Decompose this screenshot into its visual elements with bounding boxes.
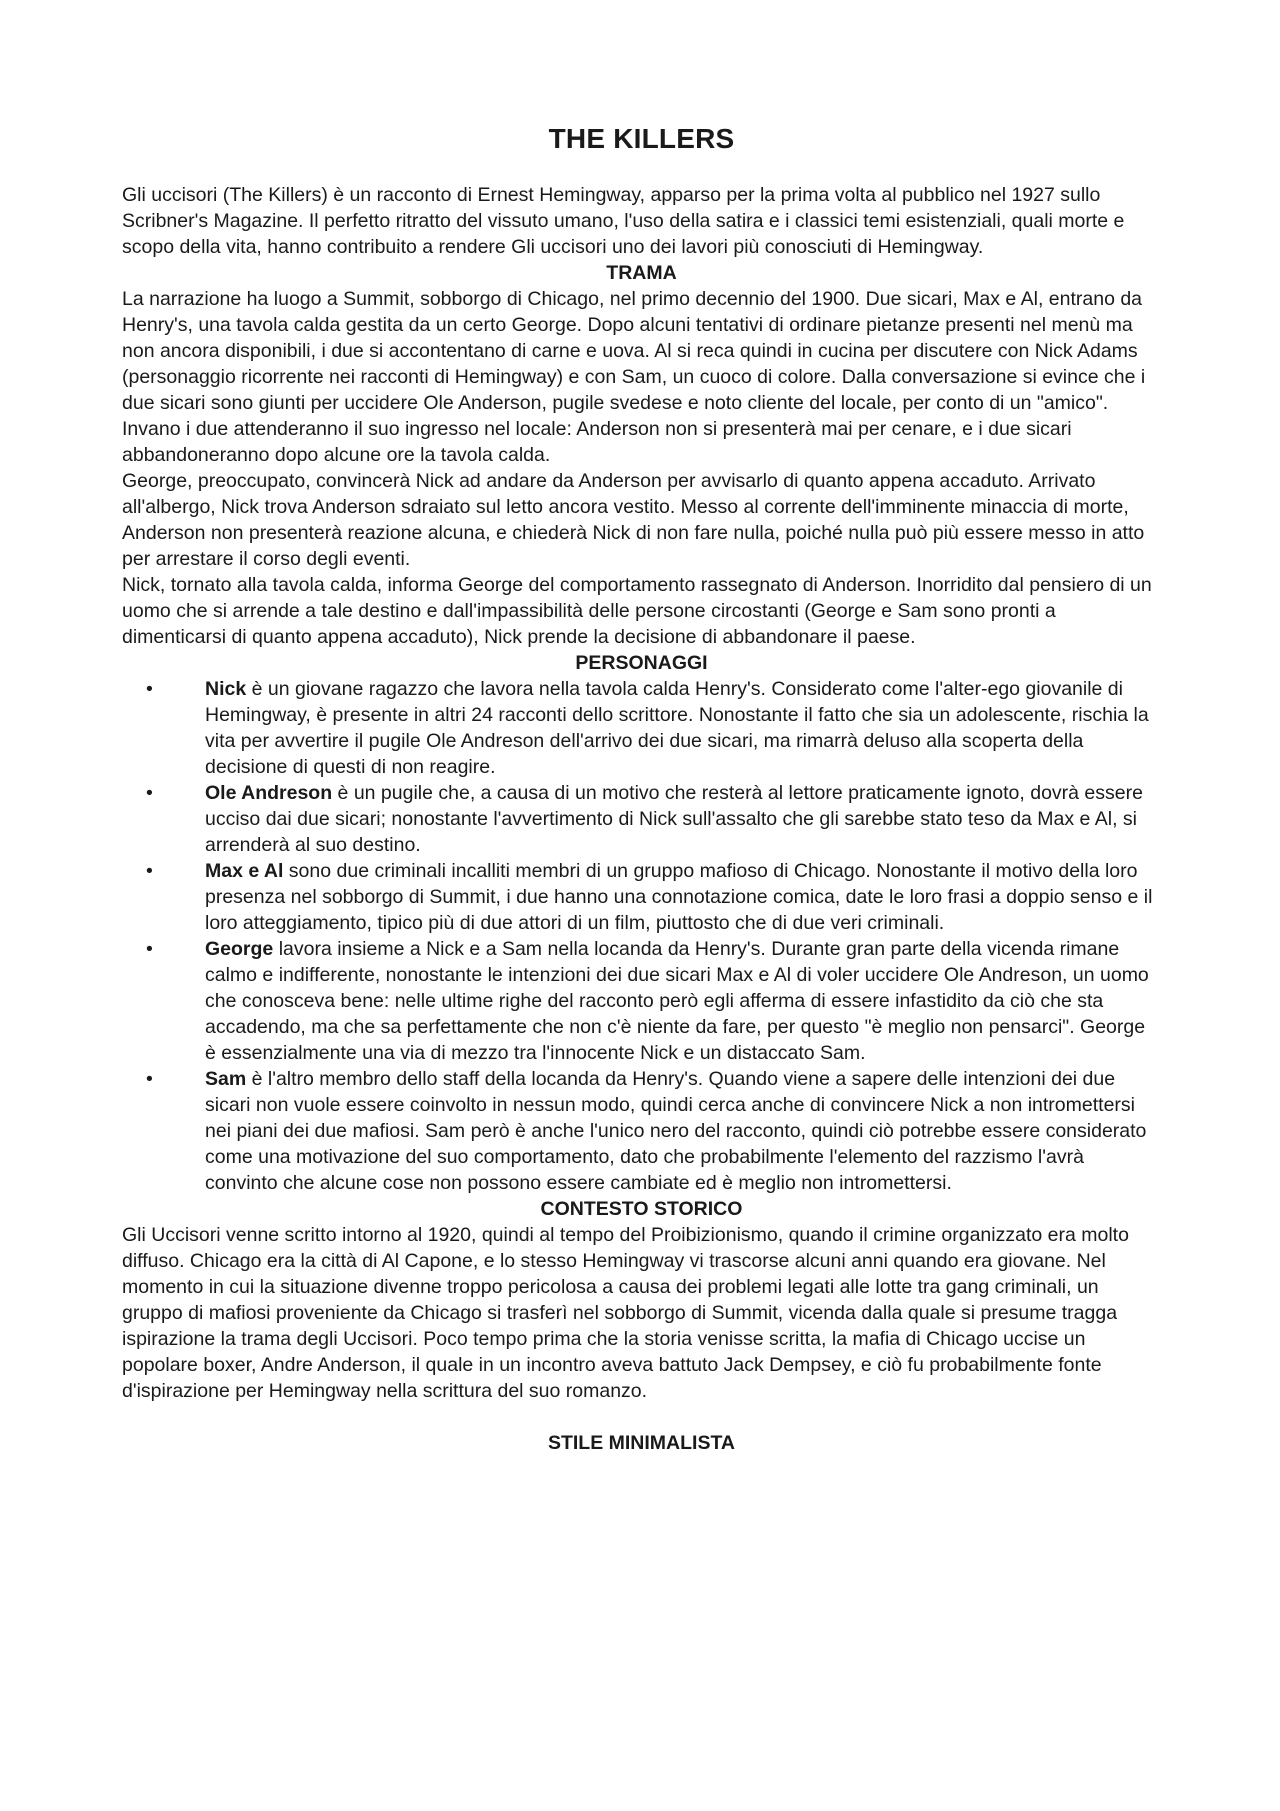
- section-heading-personaggi: PERSONAGGI: [575, 652, 708, 674]
- character-description: è un giovane ragazzo che lavora nella tavola calda Henry's. Considerato come l'alter-ego giovanile di Hemingway, è presente in altri 24 racconti dello scrittore. Nonostante il fatto che sia un adolescente, rischia la vita per avvertire il pugile Ole Andreson dell'arrivo dei due sicari, ma rimarrà deluso alla scoperta della decisione di questi di non reagire.: [205, 678, 1149, 778]
- character-item-sam: [122, 1066, 1161, 1196]
- intro-paragraph: Gli uccisori (The Killers) è un racconto di Ernest Hemingway, apparso per la prima volta al pubblico nel 1927 sullo Scribner's Magazine. Il perfetto ritratto del vissuto umano, l'uso della satira e i classici temi esistenziali, quali morte e scopo della vita, hanno contribuito a rendere Gli uccisori uno dei lavori più conosciuti di Hemingway.: [122, 184, 1125, 258]
- character-list: [122, 676, 1161, 1196]
- trama-paragraph: La narrazione ha luogo a Summit, sobborgo di Chicago, nel primo decennio del 1900. Due sicari, Max e Al, entrano da Henry's, una tavola calda gestita da un certo George. Dopo alcuni tentativi di ordinare pietanze presenti nel menù ma non ancora disponibili, i due si accontentano di carne e uova. Al si reca quindi in cucina per discutere con Nick Adams (personaggio ricorrente nei racconti di Hemingway) e con Sam, un cuoco di colore. Dalla conversazione si evince che i due sicari sono giunti per uccidere Ole Anderson, pugile svedese e noto cliente del locale, per conto di un "amico". Invano i due attenderanno il suo ingresso nel locale: Anderson non si presenterà mai per cenare, e i due sicari abbandoneranno dopo alcune ore la tavola calda.: [122, 288, 1146, 466]
- character-name: George: [205, 938, 274, 960]
- section-heading-stile-minimalista: STILE MINIMALISTA: [547, 1432, 736, 1454]
- character-description: è un pugile che, a causa di un motivo che resterà al lettore praticamente ignoto, dovrà essere ucciso dai due sicari; nonostante l'avvertimento di Nick sull'assalto che gli sarebbe stato teso da Max e Al, si arrenderà al suo destino.: [205, 782, 1143, 856]
- bullet-icon: •: [146, 860, 153, 882]
- bullet-icon: •: [146, 938, 153, 960]
- character-name: Max e Al: [205, 860, 284, 882]
- section-heading-contesto-storico: CONTESTO STORICO: [540, 1198, 743, 1220]
- character-item-ole-andreson: [122, 780, 1161, 858]
- character-name: Nick: [205, 678, 247, 700]
- character-name: Ole Andreson: [205, 782, 333, 804]
- character-name: Sam: [205, 1068, 247, 1090]
- character-description: è l'altro membro dello staff della locanda da Henry's. Quando viene a sapere delle intenzioni dei due sicari non vuole essere coinvolto in nessun modo, quindi cerca anche di convincere Nick a non intromettersi nei piani dei due mafiosi. Sam però è anche l'unico nero del racconto, quindi ciò potrebbe essere considerato come una motivazione del suo comportamento, dato che probabilmente l'elemento del razzismo l'avrà convinto che alcune cose non possono essere cambiate ed è meglio non intromettersi.: [205, 1068, 1147, 1194]
- character-item-nick: [122, 676, 1161, 780]
- character-item-max-e-al: [122, 858, 1161, 936]
- character-description: lavora insieme a Nick e a Sam nella locanda da Henry's. Durante gran parte della vicenda rimane calmo e indifferente, nonostante le intenzioni dei due sicari Max e Al di voler uccidere Ole Andreson, un uomo che conosceva bene: nelle ultime righe del racconto però egli afferma di essere infastidito da ciò che sta accadendo, ma che sa perfettamente che non c'è niente da fare, per questo "è meglio non pensarci". George è essenzialmente una via di mezzo tra l'innocente Nick e un distaccato Sam.: [205, 938, 1149, 1064]
- bullet-icon: •: [146, 782, 153, 804]
- document-title: THE KILLERS: [548, 123, 735, 154]
- contesto-paragraph: Gli Uccisori venne scritto intorno al 1920, quindi al tempo del Proibizionismo, quando il crimine organizzato era molto diffuso. Chicago era la città di Al Capone, e lo stesso Hemingway vi trascorse alcuni anni quando era giovane. Nel momento in cui la situazione divenne troppo pericolosa a causa dei problemi legati alle lotte tra gang criminali, un gruppo di mafiosi proveniente da Chicago si trasferì nel sobborgo di Summit, vicenda dalla quale si presume tragga ispirazione la trama degli Uccisori. Poco tempo prima che la storia venisse scritta, la mafia di Chicago uccise un popolare boxer, Andre Anderson, il quale in un incontro aveva battuto Jack Dempsey, e ciò fu probabilmente fonte d'ispirazione per Hemingway nella scrittura del suo romanzo.: [122, 1224, 1129, 1402]
- bullet-icon: •: [146, 678, 153, 700]
- character-description: sono due criminali incalliti membri di un gruppo mafioso di Chicago. Nonostante il motivo della loro presenza nel sobborgo di Summit, i due hanno una connotazione comica, date le loro frasi a doppio senso e il loro atteggiamento, tipico più di due attori di un film, piuttosto che di due veri criminali.: [205, 860, 1153, 934]
- section-heading-trama: TRAMA: [606, 262, 677, 284]
- trama-paragraph: George, preoccupato, convincerà Nick ad andare da Anderson per avvisarlo di quanto appena accaduto. Arrivato all'albergo, Nick trova Anderson sdraiato sul letto ancora vestito. Messo al corrente dell'imminente minaccia di morte, Anderson non presenterà reazione alcuna, e chiederà Nick di non fare nulla, poiché nulla può più essere messo in atto per arrestare il corso degli eventi.: [122, 470, 1145, 570]
- trama-paragraph: Nick, tornato alla tavola calda, informa George del comportamento rassegnato di Anderson. Inorridito dal pensiero di un uomo che si arrende a tale destino e dall'impassibilità delle persone circostanti (George e Sam sono pronti a dimenticarsi di quanto appena accaduto), Nick prende la decisione di abbandonare il paese.: [122, 574, 1152, 648]
- bullet-icon: •: [146, 1068, 153, 1090]
- character-item-george: [122, 936, 1161, 1066]
